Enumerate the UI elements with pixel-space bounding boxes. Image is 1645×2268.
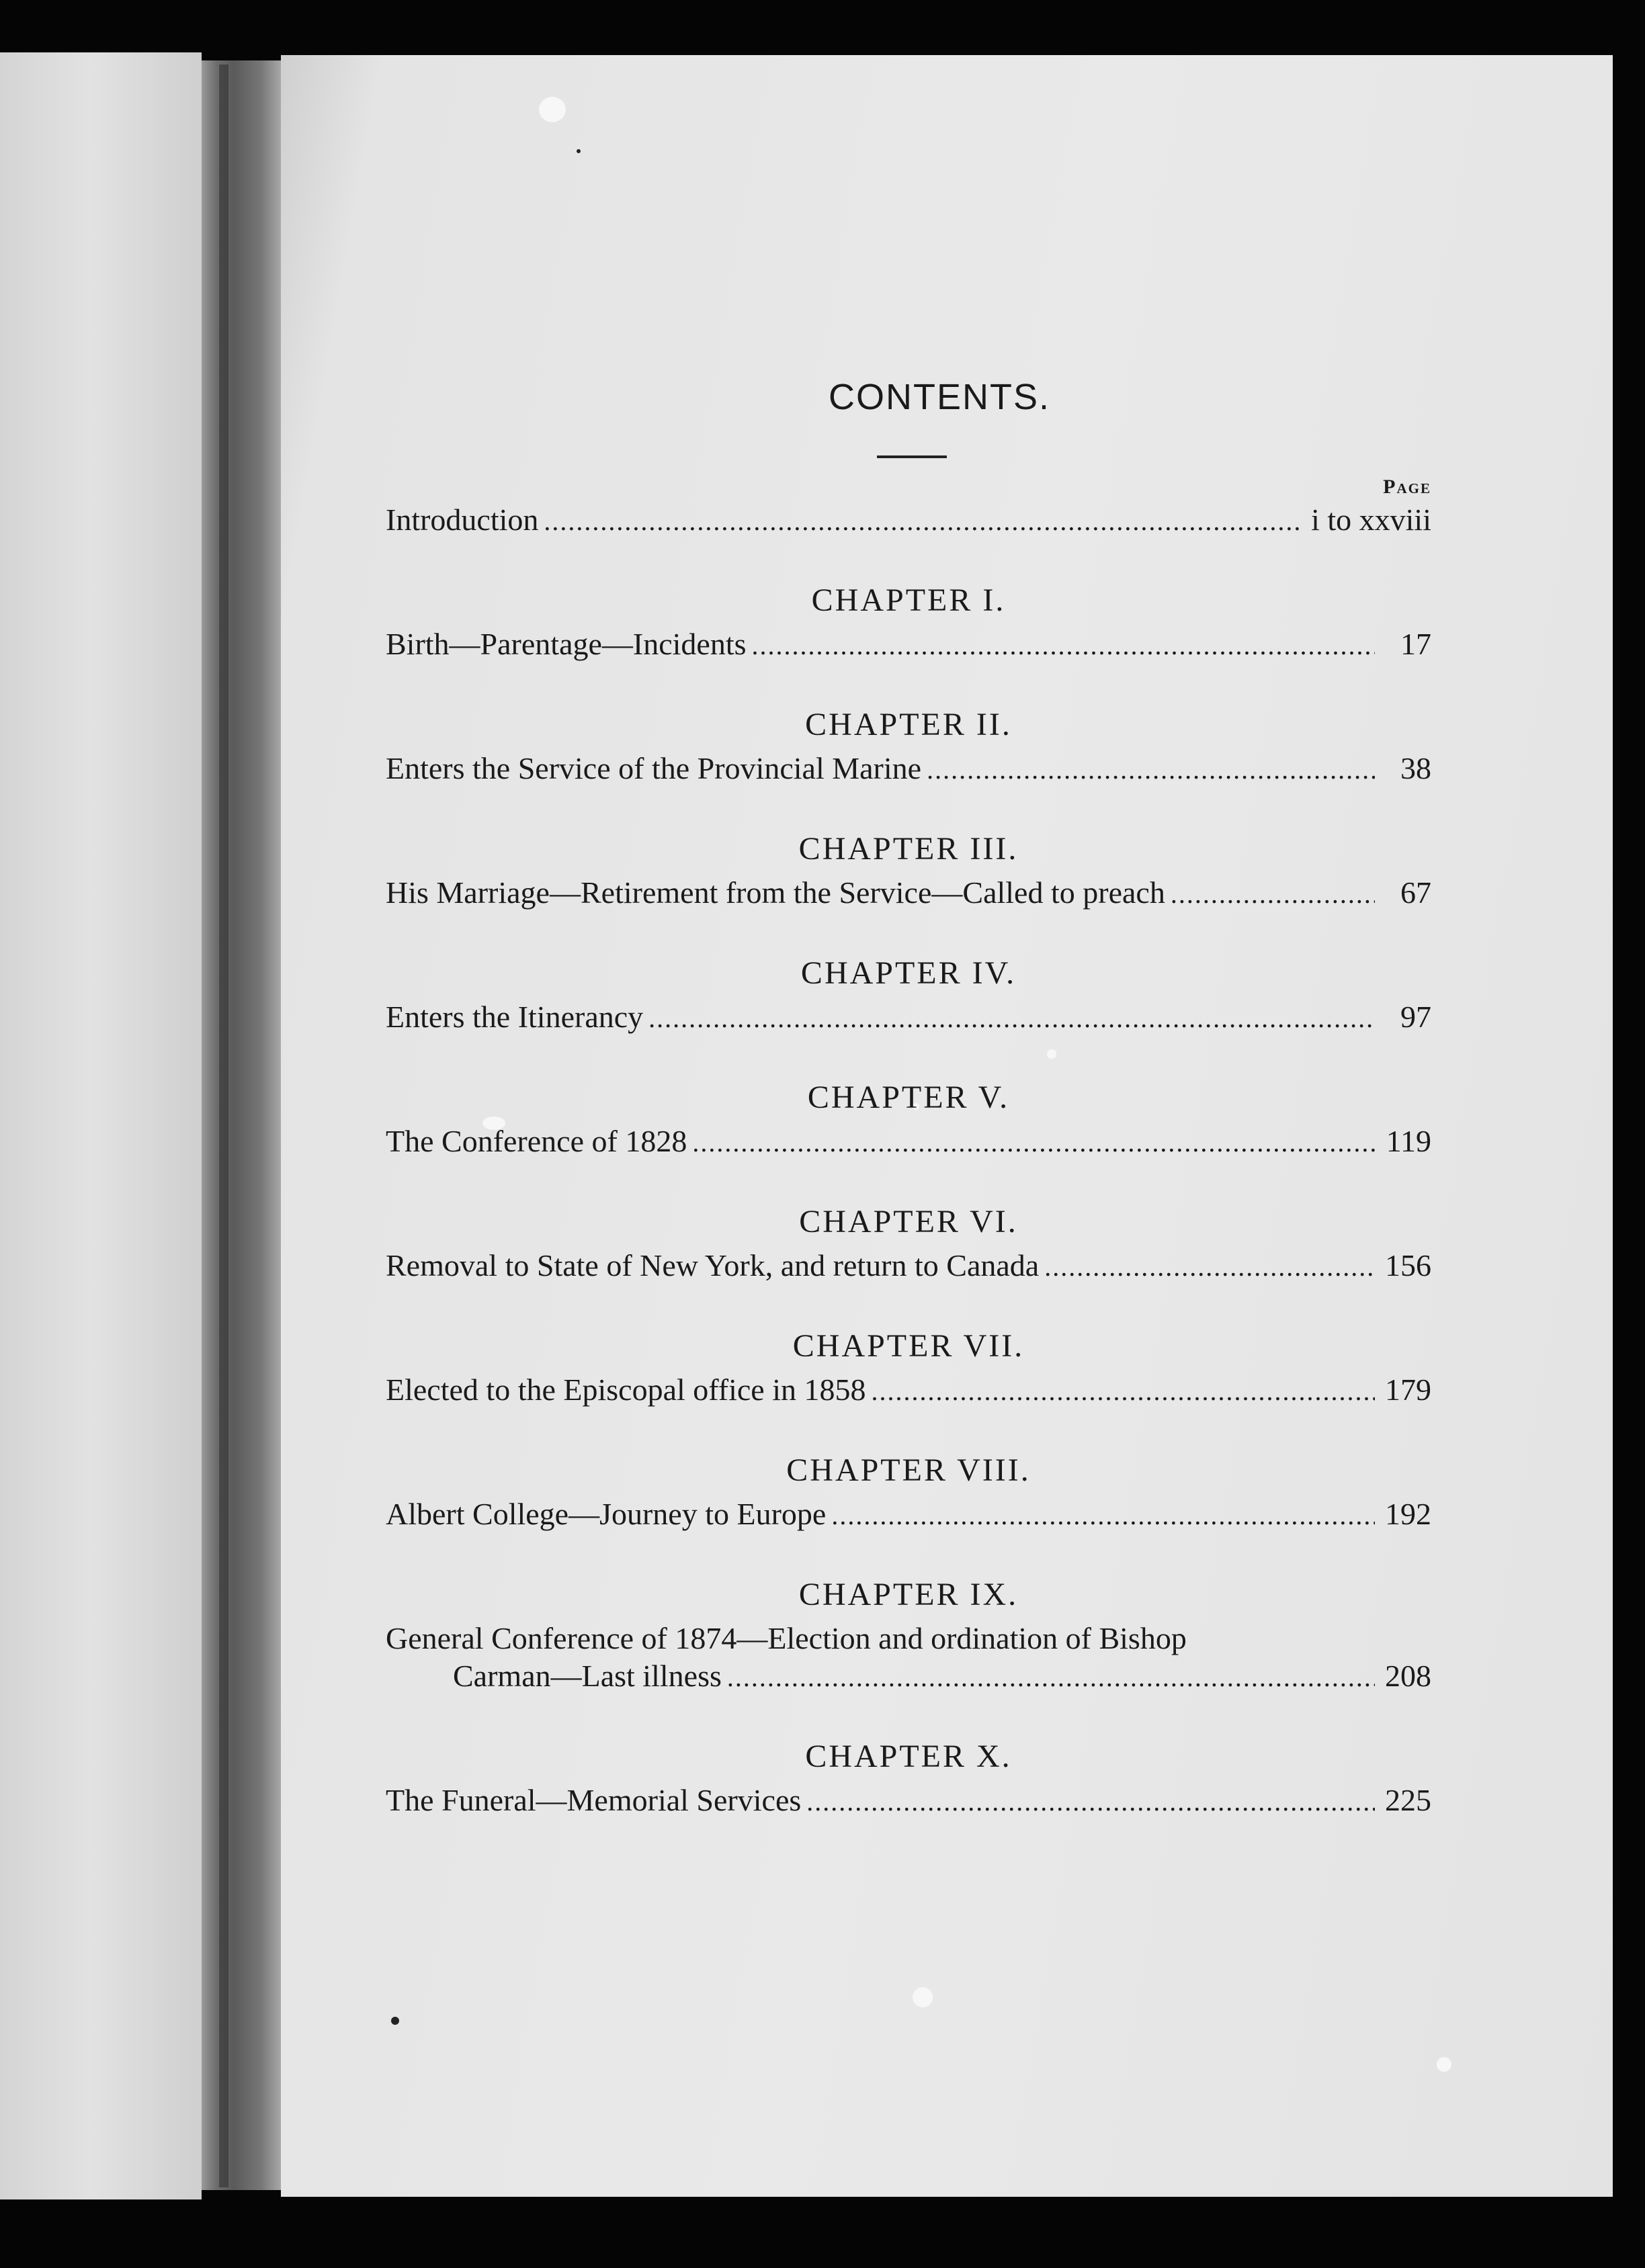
toc-entry	[386, 1782, 1431, 1821]
page-number: 208	[1385, 1659, 1431, 1693]
page-number: 17	[1400, 627, 1431, 661]
page-number: 192	[1385, 1497, 1431, 1531]
title-rule	[877, 455, 947, 458]
entry-title: Birth—Parentage—Incidents	[386, 627, 747, 661]
entry-title: His Marriage—Retirement from the Service—Called to preach	[386, 875, 1165, 910]
dot-leader	[727, 1659, 1375, 1696]
dot-leader	[831, 1497, 1375, 1534]
page-title: CONTENTS.	[828, 377, 1050, 417]
page-number: 38	[1400, 751, 1431, 785]
entry-title: Introduction	[386, 503, 539, 537]
entry-title-line-1: General Conference of 1874—Election and ordination of Bishop	[386, 1621, 1187, 1655]
toc-entry	[386, 750, 1431, 789]
spine-shadow	[219, 64, 228, 2187]
toc-entry	[386, 874, 1431, 913]
toc-entry	[386, 998, 1431, 1037]
dot-leader	[806, 1783, 1375, 1821]
chapter-heading: CHAPTER VII.	[792, 1328, 1025, 1364]
entry-title: Elected to the Episcopal office in 1858	[386, 1372, 866, 1407]
toc-entry-introduction	[386, 501, 1431, 540]
page-number: 119	[1386, 1124, 1431, 1158]
page-column-label: Page	[1383, 476, 1431, 498]
entry-title-line-2: Carman—Last illness	[453, 1659, 722, 1693]
toc-entry	[386, 1123, 1431, 1162]
entry-title: Enters the Itinerancy	[386, 1000, 644, 1034]
chapter-heading: CHAPTER IV.	[800, 955, 1017, 991]
dot-leader	[544, 503, 1302, 540]
dot-leader	[692, 1124, 1375, 1162]
entry-title: Albert College—Journey to Europe	[386, 1497, 827, 1531]
chapter-heading: CHAPTER IX.	[798, 1577, 1019, 1612]
chapter-heading: CHAPTER I.	[811, 582, 1006, 618]
left-page	[0, 52, 202, 2199]
chapter-heading: CHAPTER V.	[807, 1080, 1010, 1115]
page-number: i to xxviii	[1311, 503, 1431, 537]
dot-leader	[648, 1000, 1375, 1037]
entry-title: The Funeral—Memorial Services	[386, 1783, 802, 1817]
page-number: 97	[1400, 1000, 1431, 1034]
table-of-contents	[386, 376, 1431, 1821]
chapter-heading: CHAPTER II.	[805, 707, 1012, 742]
dot-leader	[1044, 1248, 1375, 1286]
chapter-heading: CHAPTER VIII.	[786, 1452, 1031, 1488]
dot-leader	[1171, 875, 1375, 913]
page-number: 179	[1385, 1372, 1431, 1407]
page-number: 67	[1400, 875, 1431, 910]
chapter-heading: CHAPTER VI.	[799, 1204, 1018, 1239]
toc-entry	[386, 625, 1431, 664]
toc-entry	[386, 1495, 1431, 1534]
dot-leader	[871, 1372, 1375, 1410]
entry-title: The Conference of 1828	[386, 1124, 687, 1158]
book-spine	[202, 60, 281, 2190]
chapter-heading: CHAPTER III.	[798, 831, 1019, 867]
dot-leader	[752, 627, 1375, 664]
toc-entry	[386, 1371, 1431, 1410]
page-number: 225	[1385, 1783, 1431, 1817]
chapter-heading: CHAPTER X.	[805, 1739, 1012, 1774]
entry-title: Enters the Service of the Provincial Marine	[386, 751, 922, 785]
toc-entry	[386, 1657, 1431, 1696]
entry-title: Removal to State of New York, and return to Canada	[386, 1248, 1040, 1282]
toc-entry	[386, 1247, 1431, 1286]
page-number: 156	[1385, 1248, 1431, 1282]
dot-leader	[927, 751, 1375, 789]
